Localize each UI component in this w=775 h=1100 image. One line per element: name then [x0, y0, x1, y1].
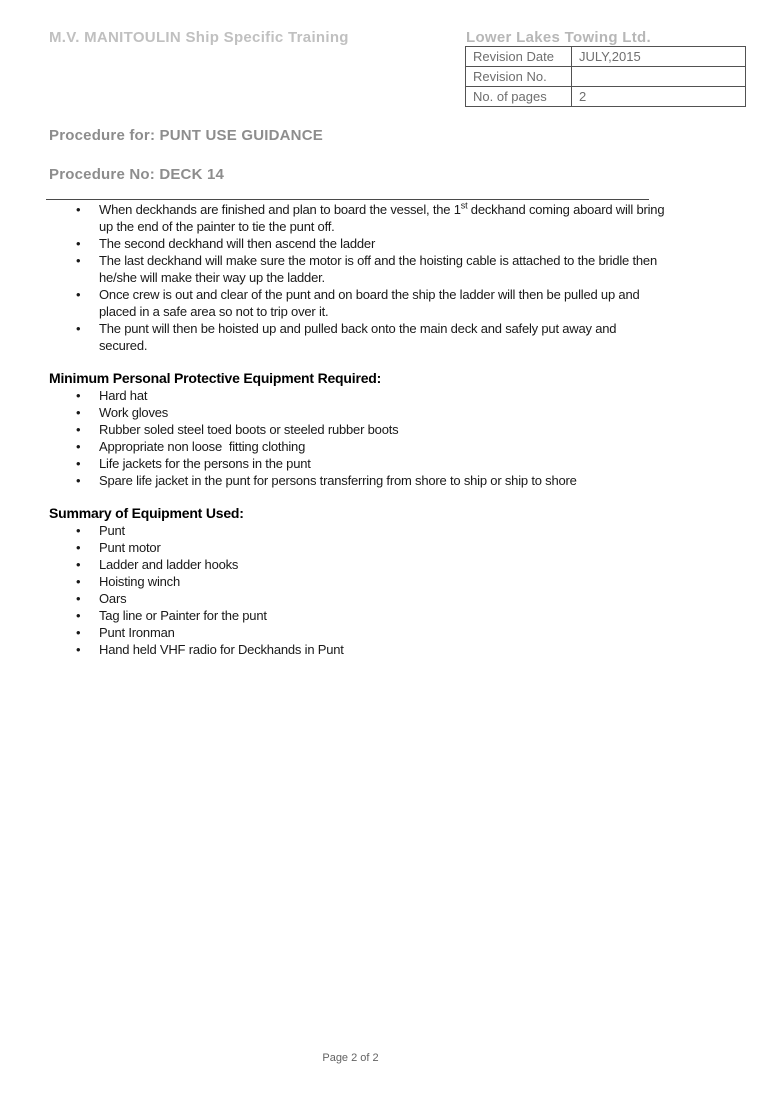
equipment-list — [49, 522, 665, 658]
procedure-no-heading: Procedure No: DECK 14 — [49, 166, 225, 183]
page-number: Page 2 of 2 — [322, 1052, 379, 1064]
equipment-item: • Hand held VHF radio for Deckhands in Punt — [49, 641, 665, 658]
ppe-section-heading: Minimum Personal Protective Equipment Required: — [49, 370, 382, 386]
table-row — [466, 87, 746, 107]
equipment-item: • Punt Ironman — [49, 624, 665, 641]
ppe-item: • Appropriate non loose fitting clothing — [49, 438, 665, 455]
procedure-step-item — [49, 200, 668, 235]
equipment-item: • Oars — [49, 590, 665, 607]
ppe-item: • Work gloves — [49, 404, 665, 421]
no-of-pages-label: No. of pages — [466, 87, 572, 107]
ship-training-title: M.V. MANITOULIN Ship Specific Training — [49, 29, 349, 46]
no-of-pages-value: 2 — [572, 87, 746, 107]
ppe-item: • Hard hat — [49, 387, 665, 404]
revision-info-table — [465, 46, 746, 107]
document-body — [49, 200, 668, 658]
procedure-step-item: • Once crew is out and clear of the punt and on board the ship the ladder will then be pulled up and placed in a safe area so not to trip over it. — [49, 286, 665, 320]
revision-no-value — [572, 67, 746, 87]
procedure-steps-list — [49, 200, 668, 354]
procedure-step-item: • The second deckhand will then ascend the ladder — [49, 235, 665, 252]
procedure-for-heading: Procedure for: PUNT USE GUIDANCE — [49, 127, 323, 144]
procedure-step-item: • The punt will then be hoisted up and pulled back onto the main deck and safely put away and secured. — [49, 320, 665, 354]
ppe-item: • Spare life jacket in the punt for persons transferring from shore to ship or ship to shore — [49, 472, 665, 489]
step-text: deckhand coming aboard will bring up the end of the painter to tie the punt off. — [99, 202, 668, 234]
ppe-item: • Rubber soled steel toed boots or steeled rubber boots — [49, 421, 665, 438]
equipment-item: • Tag line or Painter for the punt — [49, 607, 665, 624]
revision-date-value: JULY,2015 — [572, 47, 746, 67]
ppe-item: • Life jackets for the persons in the punt — [49, 455, 665, 472]
table-row — [466, 47, 746, 67]
revision-no-label: Revision No. — [466, 67, 572, 87]
step-text: When deckhands are finished and plan to board the vessel, the 1 — [99, 202, 461, 217]
equipment-item: • Ladder and ladder hooks — [49, 556, 665, 573]
procedure-step-item: • The last deckhand will make sure the motor is off and the hoisting cable is attached to the bridle then he/she will make their way up the ladder. — [49, 252, 665, 286]
equipment-item: • Hoisting winch — [49, 573, 665, 590]
table-row — [466, 67, 746, 87]
divider-line — [46, 199, 649, 200]
equipment-section-heading: Summary of Equipment Used: — [49, 505, 244, 521]
ordinal-superscript: st — [460, 200, 468, 211]
equipment-item: • Punt motor — [49, 539, 665, 556]
company-title: Lower Lakes Towing Ltd. — [466, 29, 651, 46]
revision-date-label: Revision Date — [466, 47, 572, 67]
ppe-list — [49, 387, 665, 489]
equipment-item: • Punt — [49, 522, 665, 539]
